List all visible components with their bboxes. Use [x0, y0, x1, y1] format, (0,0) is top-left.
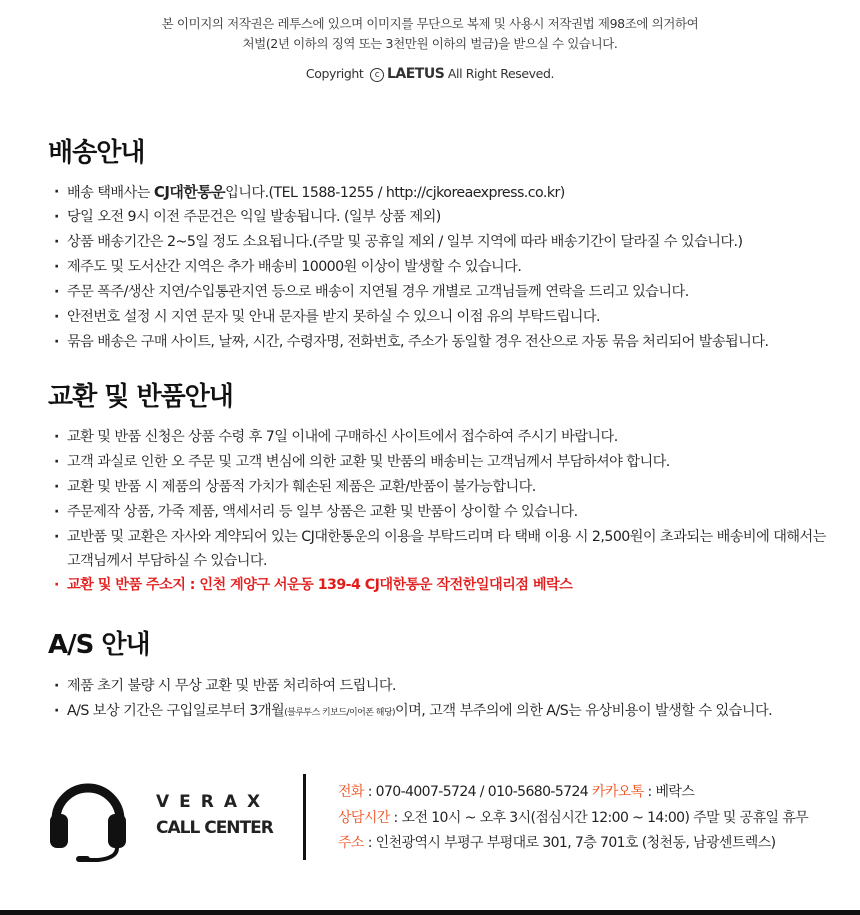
phone-line	[338, 780, 808, 806]
hours-label: 상담시간	[338, 809, 390, 826]
item-note: (블루투스 키보드/이어폰 해당)	[284, 708, 395, 718]
return-address: 인천 계양구 서운동 139-4 CJ대한통운 작전한일대리점 베락스	[199, 577, 573, 593]
copyright-notice	[0, 14, 860, 84]
list-item: · 고객 과실로 인한 오 주문 및 고객 변심에 의한 교환 및 반품의 배송비는 고객님께서 부담하셔야 합니다.	[54, 450, 827, 475]
shipping-list	[54, 180, 768, 355]
item-text: 배송 택배사는	[67, 185, 154, 201]
company-name: VERAX	[156, 792, 271, 812]
bottom-divider	[0, 910, 860, 915]
list-item: · 교환 및 반품 시 제품의 상품적 가치가 훼손된 제품은 교환/반품이 불가능합니다.	[54, 475, 827, 500]
kakao-id: : 베락스	[643, 784, 695, 800]
list-item: · 교반품 및 교환은 자사와 계약되어 있는 CJ대한통운의 이용을 부탁드리며 타 택배 이용 시 2,500원이 초과되는 배송비에 대해서는 고객님께서 부담하실 수 있습니다.	[54, 525, 827, 573]
list-item	[54, 699, 772, 724]
return-address-label: 교환 및 반품 주소지 :	[67, 577, 200, 593]
shipping-title: 배송안내	[48, 138, 145, 168]
list-item: · 주문 폭주/생산 지연/수입통관지연 등으로 배송이 지연될 경우 개별로 고객님들께 연락을 드리고 있습니다.	[54, 280, 768, 305]
list-item	[54, 180, 768, 205]
list-item: · 제주도 및 도서산간 지역은 추가 배송비 10000원 이상이 발생할 수 있습니다.	[54, 255, 768, 280]
kakao-label: 카카오톡	[591, 784, 644, 800]
list-item: · 묶음 배송은 구매 사이트, 날짜, 시간, 수령자명, 전화번호, 주소가 동일할 경우 전산으로 자동 묶음 처리되어 발송됩니다.	[54, 330, 768, 355]
exchange-title: 교환 및 반품안내	[48, 382, 233, 412]
phone-number: : 070-4007-5724 / 010-5680-5724	[363, 784, 592, 800]
item-text: A/S 보상 기간은 구입일로부터 3개월	[67, 703, 285, 719]
exchange-list	[54, 425, 827, 598]
address-line	[338, 831, 808, 857]
item-text: 입니다.(TEL 1588-1255 / http://cjkoreaexpress.co.kr)	[225, 185, 565, 201]
call-center	[0, 770, 860, 880]
list-item: · 당일 오전 9시 이전 주문건은 익일 발송됩니다. (일부 상품 제외)	[54, 205, 768, 230]
list-item: · 교환 및 반품 신청은 상품 수령 후 7일 이내에 구매하신 사이트에서 접수하여 주시기 바랍니다.	[54, 425, 827, 450]
copyright-line	[0, 64, 860, 84]
call-center-label: CALL CENTER	[156, 818, 273, 838]
hours-text: : 오전 10시 ~ 오후 3시(점심시간 12:00 ~ 14:00) 주말 및 공휴일 휴무	[389, 809, 809, 826]
list-item: · 주문제작 상품, 가죽 제품, 액세서리 등 일부 상품은 교환 및 반품이 상이할 수 있습니다.	[54, 500, 827, 525]
rights-text: All Right Reseved.	[447, 66, 555, 81]
as-title: A/S 안내	[48, 630, 150, 660]
courier-name: CJ대한통운	[153, 183, 226, 201]
address-label: 주소	[338, 835, 364, 851]
phone-label: 전화	[338, 784, 364, 800]
as-list	[54, 674, 772, 724]
brand-name: LAETUS	[386, 66, 445, 82]
copyright-label: Copyright	[305, 66, 364, 81]
copyright-line-2: 처벌(2년 이하의 징역 또는 3천만원 이하의 벌금)을 받으실 수 있습니다.	[242, 36, 618, 51]
address-text: : 인천광역시 부평구 부평대로 301, 7층 701호 (청천동, 남광센트렉스)	[363, 835, 776, 851]
list-item: · 제품 초기 불량 시 무상 교환 및 반품 처리하여 드립니다.	[54, 674, 772, 699]
item-text: 이며, 고객 부주의에 의한 A/S는 유상비용이 발생할 수 있습니다.	[394, 703, 773, 719]
divider	[303, 774, 306, 860]
copyright-symbol-icon: c	[370, 68, 384, 82]
list-item: · 상품 배송기간은 2~5일 정도 소요됩니다.(주말 및 공휴일 제외 / 일부 지역에 따라 배송기간이 달라질 수 있습니다.)	[54, 230, 768, 255]
hours-line	[338, 806, 808, 832]
return-address-item	[54, 573, 827, 598]
headset-icon	[48, 772, 128, 864]
contact-info	[338, 780, 808, 857]
list-item: · 안전번호 설정 시 지연 문자 및 안내 문자를 받지 못하실 수 있으니 이점 유의 부탁드립니다.	[54, 305, 768, 330]
copyright-line-1: 본 이미지의 저작권은 레투스에 있으며 이미지를 무단으로 복제 및 사용시 저작권법 제98조에 의거하여	[161, 16, 699, 31]
